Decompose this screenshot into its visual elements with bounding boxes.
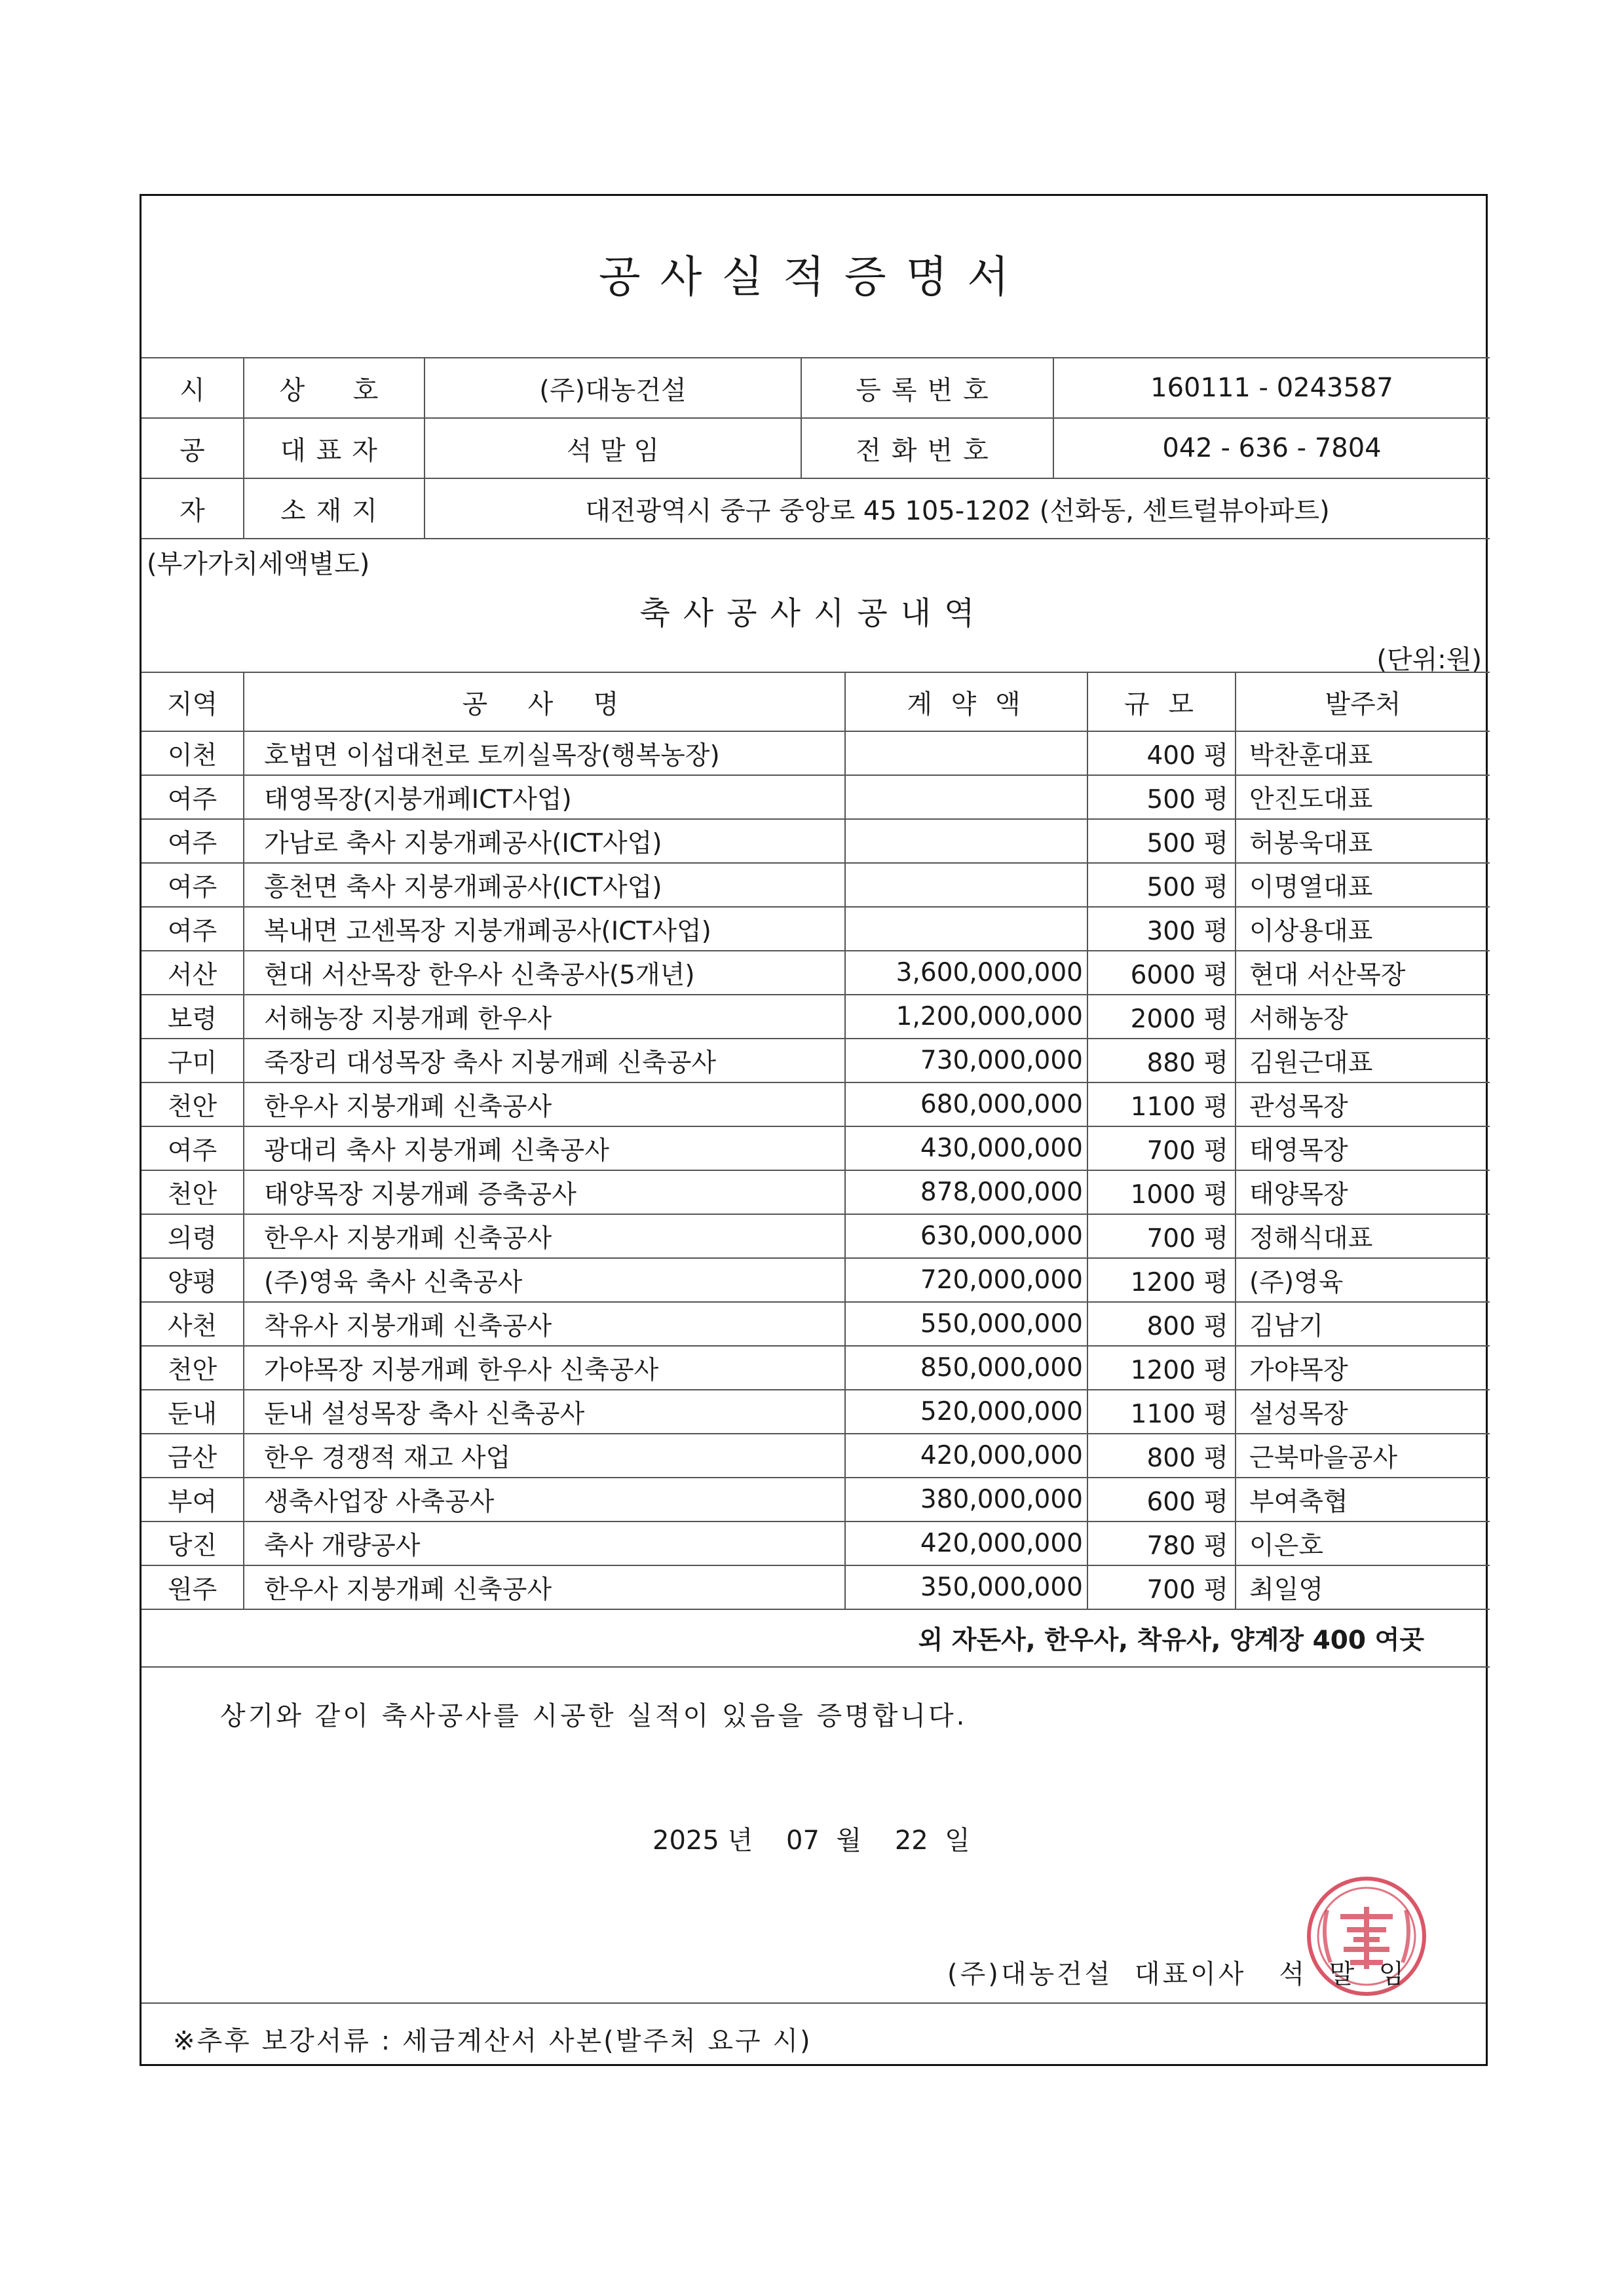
table-row [142,1521,1490,1565]
certificate-frame [140,194,1488,2066]
registration-no-value: 160111 - 0243587 [1053,358,1490,418]
table-row [142,1170,1490,1214]
row-region: 양평 [142,1258,244,1302]
row-project: 광대리 축사 지붕개폐 신축공사 [244,1126,845,1170]
row-client: 이은호 [1236,1521,1490,1565]
header-amount: 계 약 액 [845,672,1087,731]
row-scale: 500 평 [1087,819,1236,863]
table-row [142,1346,1490,1390]
row-project: 둔내 설성목장 축사 신축공사 [244,1390,845,1434]
table-row [142,1214,1490,1258]
row-project: 한우사 지붕개폐 신축공사 [244,1214,845,1258]
row-project: 태영목장(지붕개폐ICT사업) [244,775,845,819]
row-scale: 780 평 [1087,1521,1236,1565]
row-client: (주)영육 [1236,1258,1490,1302]
table-row [142,1565,1490,1609]
table-row [142,731,1490,775]
row-scale: 700 평 [1087,1214,1236,1258]
row-client: 허봉욱대표 [1236,819,1490,863]
document-title: 공사실적증명서 [598,252,1029,302]
table-row [142,1126,1490,1170]
table-row [142,1082,1490,1126]
row-scale: 300 평 [1087,907,1236,951]
row-amount [845,731,1087,775]
row-scale: 2000 평 [1087,995,1236,1039]
phone-no-label: 전화번호 [801,418,1053,478]
row-region: 천안 [142,1346,244,1390]
section-subtitle: 축사공사시공내역 [639,595,988,632]
row-amount: 380,000,000 [845,1478,1087,1521]
table-row [142,1302,1490,1346]
row-project: (주)영육 축사 신축공사 [244,1258,845,1302]
certification-statement: 상기와 같이 축사공사를 시공한 실적이 있음을 증명합니다. [220,1701,968,1731]
company-name-value: (주)대농건설 [425,358,801,418]
row-scale: 1000 평 [1087,1170,1236,1214]
header-project: 공 사 명 [244,672,845,731]
row-scale: 800 평 [1087,1434,1236,1478]
footer-note: ※추후 보강서류 : 세금계산서 사본(발주처 요구 시) [173,2026,812,2056]
row-region: 여주 [142,1126,244,1170]
row-project: 한우 경쟁적 재고 사업 [244,1434,845,1478]
table-row [142,775,1490,819]
row-project: 복내면 고센목장 지붕개폐공사(ICT사업) [244,907,845,951]
works-table [142,672,1490,1668]
row-client: 안진도대표 [1236,775,1490,819]
signature-line: (주)대농건설 대표이사 석 말 임 [947,1959,1407,1989]
header-region: 지역 [142,672,244,731]
address-label: 소재지 [244,478,425,539]
row-region: 부여 [142,1478,244,1521]
row-amount: 550,000,000 [845,1302,1087,1346]
row-scale: 800 평 [1087,1302,1236,1346]
row-amount: 420,000,000 [845,1521,1087,1565]
row-region: 여주 [142,819,244,863]
row-scale: 1200 평 [1087,1346,1236,1390]
row-project: 가야목장 지붕개폐 한우사 신축공사 [244,1346,845,1390]
row-client: 김남기 [1236,1302,1490,1346]
row-project: 한우사 지붕개폐 신축공사 [244,1082,845,1126]
company-name-label: 상 호 [244,358,425,418]
applicant-info-table [142,357,1490,539]
table-row [142,1390,1490,1434]
row-client: 부여축협 [1236,1478,1490,1521]
row-project: 죽장리 대성목장 축사 지붕개폐 신축공사 [244,1039,845,1082]
registration-no-label: 등록번호 [801,358,1053,418]
row-project: 축사 개량공사 [244,1521,845,1565]
row-client: 최일영 [1236,1565,1490,1609]
row-amount [845,863,1087,907]
address-value: 대전광역시 중구 중앙로 45 105-1202 (선화동, 센트럴뷰아파트) [425,478,1490,539]
row-project: 가남로 축사 지붕개폐공사(ICT사업) [244,819,845,863]
representative-label: 대표자 [244,418,425,478]
row-scale: 500 평 [1087,863,1236,907]
row-amount: 420,000,000 [845,1434,1087,1478]
table-row [142,819,1490,863]
row-client: 관성목장 [1236,1082,1490,1126]
row-amount: 730,000,000 [845,1039,1087,1082]
summary-text: 외 자돈사, 한우사, 착유사, 양계장 400 여곳 [142,1609,1490,1667]
table-row [142,951,1490,995]
header-client: 발주처 [1236,672,1490,731]
table-row [142,1478,1490,1521]
applicant-label-3: 자 [142,478,244,539]
vat-note: (부가가치세액별도) [147,549,370,579]
row-amount: 430,000,000 [845,1126,1087,1170]
row-client: 정해식대표 [1236,1214,1490,1258]
row-scale: 1200 평 [1087,1258,1236,1302]
row-client: 태양목장 [1236,1170,1490,1214]
phone-no-value: 042 - 636 - 7804 [1053,418,1490,478]
row-project: 흥천면 축사 지붕개폐공사(ICT사업) [244,863,845,907]
table-row [142,995,1490,1039]
row-amount [845,907,1087,951]
row-project: 호법면 이섭대천로 토끼실목장(행복농장) [244,731,845,775]
row-scale: 400 평 [1087,731,1236,775]
row-amount: 350,000,000 [845,1565,1087,1609]
table-row [142,907,1490,951]
table-row [142,863,1490,907]
representative-value: 석 말 임 [425,418,801,478]
row-region: 여주 [142,907,244,951]
header-scale: 규 모 [1087,672,1236,731]
table-row [142,1039,1490,1082]
row-scale: 6000 평 [1087,951,1236,995]
table-row [142,1434,1490,1478]
row-amount [845,775,1087,819]
row-amount: 630,000,000 [845,1214,1087,1258]
row-region: 보령 [142,995,244,1039]
row-client: 이명열대표 [1236,863,1490,907]
row-region: 여주 [142,863,244,907]
row-scale: 500 평 [1087,775,1236,819]
row-region: 이천 [142,731,244,775]
row-region: 금산 [142,1434,244,1478]
table-row [142,1258,1490,1302]
row-region: 천안 [142,1170,244,1214]
row-amount: 520,000,000 [845,1390,1087,1434]
row-region: 천안 [142,1082,244,1126]
row-client: 근북마을공사 [1236,1434,1490,1478]
row-amount: 878,000,000 [845,1170,1087,1214]
applicant-label-2: 공 [142,418,244,478]
works-table-header [142,672,1490,731]
row-scale: 880 평 [1087,1039,1236,1082]
row-amount: 1,200,000,000 [845,995,1087,1039]
row-project: 현대 서산목장 한우사 신축공사(5개년) [244,951,845,995]
row-client: 이상용대표 [1236,907,1490,951]
row-region: 사천 [142,1302,244,1346]
row-scale: 1100 평 [1087,1082,1236,1126]
row-project: 착유사 지붕개폐 신축공사 [244,1302,845,1346]
row-region: 원주 [142,1565,244,1609]
row-region: 둔내 [142,1390,244,1434]
row-amount [845,819,1087,863]
row-amount: 3,600,000,000 [845,951,1087,995]
row-scale: 600 평 [1087,1478,1236,1521]
row-client: 가야목장 [1236,1346,1490,1390]
row-client: 태영목장 [1236,1126,1490,1170]
row-client: 박찬훈대표 [1236,731,1490,775]
footer-divider [142,2002,1486,2004]
row-project: 서해농장 지붕개폐 한우사 [244,995,845,1039]
row-scale: 1100 평 [1087,1390,1236,1434]
row-scale: 700 평 [1087,1126,1236,1170]
row-amount: 850,000,000 [845,1346,1087,1390]
issue-date: 2025 년 07 월 22 일 [652,1826,970,1856]
row-client: 설성목장 [1236,1390,1490,1434]
summary-row [142,1609,1490,1667]
unit-label: (단위:원) [1376,645,1482,675]
row-client: 서해농장 [1236,995,1490,1039]
row-project: 태양목장 지붕개폐 증축공사 [244,1170,845,1214]
row-client: 김원근대표 [1236,1039,1490,1082]
row-amount: 720,000,000 [845,1258,1087,1302]
row-project: 생축사업장 사축공사 [244,1478,845,1521]
applicant-label-1: 시 [142,358,244,418]
row-amount: 680,000,000 [845,1082,1087,1126]
row-region: 의령 [142,1214,244,1258]
row-scale: 700 평 [1087,1565,1236,1609]
row-region: 서산 [142,951,244,995]
row-region: 여주 [142,775,244,819]
row-project: 한우사 지붕개폐 신축공사 [244,1565,845,1609]
row-client: 현대 서산목장 [1236,951,1490,995]
row-region: 구미 [142,1039,244,1082]
row-region: 당진 [142,1521,244,1565]
